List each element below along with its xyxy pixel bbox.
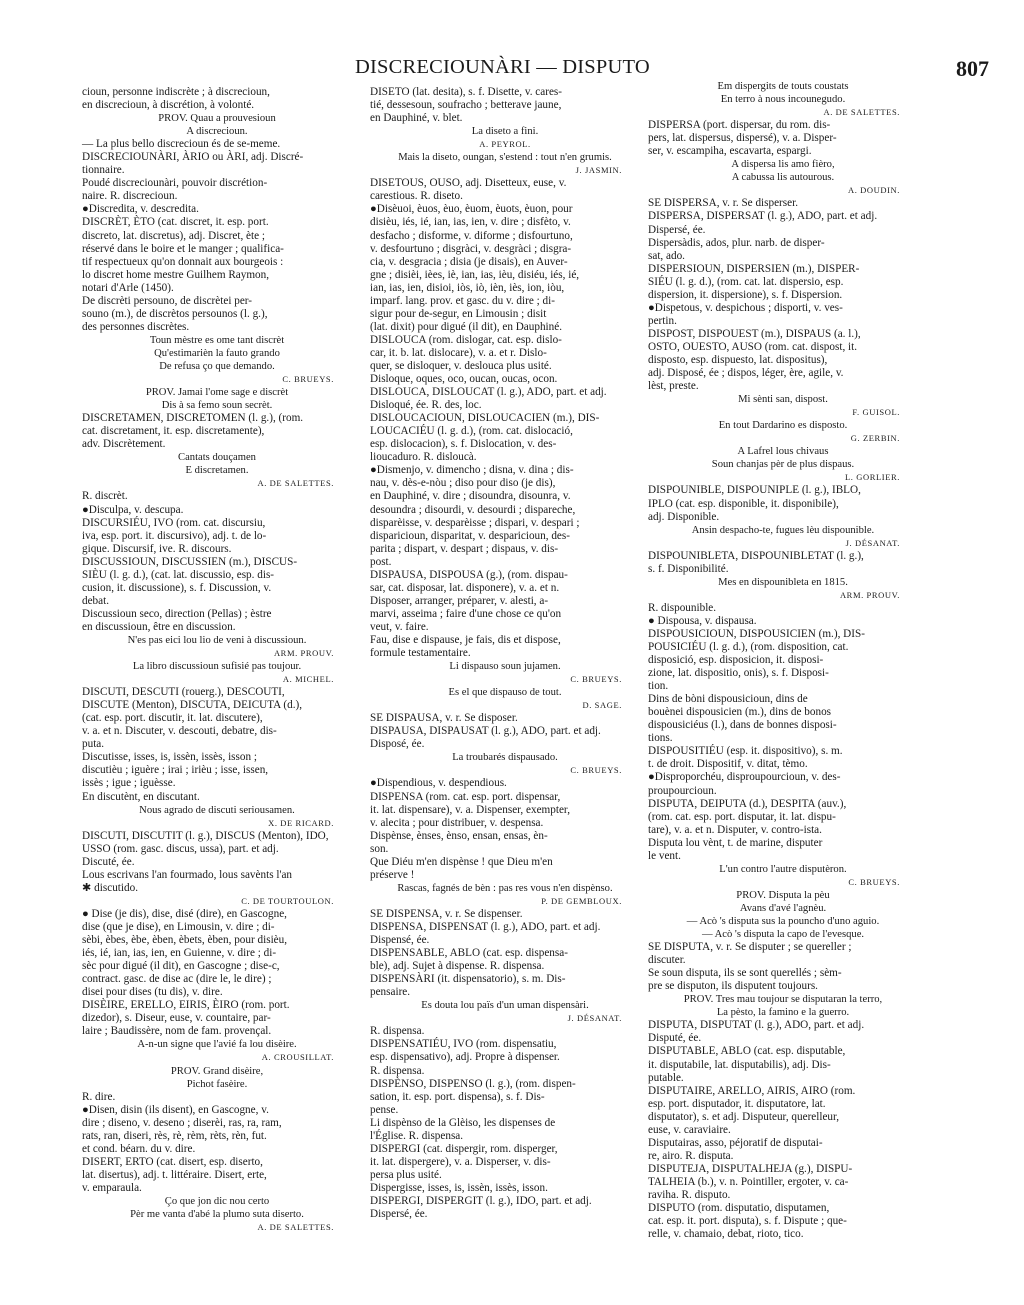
entry-line: ✱ discutido. bbox=[82, 881, 138, 894]
quotation-line: Mes en dispounibleta en 1815. bbox=[718, 576, 848, 588]
entry-line: imparf. lang. prov. et gasc. du v. dire ; di- bbox=[370, 294, 555, 307]
entry-line: relle, v. chamaio, debat, rioto, tico. bbox=[648, 1228, 804, 1241]
entry-line: gique. Discursif, ive. R. discours. bbox=[82, 542, 232, 555]
entry-line: LOUCACIÉU (l. g. d.), (rom. cat. dislocació, bbox=[370, 425, 573, 438]
entry-line: disposto, esp. dispuesto, lat. dispositus), bbox=[648, 353, 828, 366]
entry-line: tif respectueux qu'on donnait aux bourgeois : bbox=[82, 255, 284, 268]
quotation-line: Li dispauso soun jujamen. bbox=[449, 661, 561, 673]
entry-line: Discutisse, isses, is, issèn, issès, isson ; bbox=[82, 751, 257, 764]
entry-line: ●Discredita, v. descredita. bbox=[82, 203, 199, 216]
entry-line: R. discrèt. bbox=[82, 490, 128, 503]
entry-line: (lat. dixit) pour digué (il dit), en Dauphiné. bbox=[370, 320, 563, 333]
entry-line: dire ; diseno, v. deseno ; diserèi, ras, ra, ram, bbox=[82, 1116, 282, 1129]
entry-line: (cat. esp. port. discutir, it. lat. discutere), bbox=[82, 712, 263, 725]
citation-author: C. BRUEYS. bbox=[848, 876, 900, 887]
entry-line: R. dispensa. bbox=[370, 1025, 425, 1038]
page-number: 807 bbox=[956, 56, 989, 81]
entry-line: DISCRETAMEN, DISCRETOMEN (l. g.), (rom. bbox=[82, 412, 304, 425]
entry-line: lioucaduro. R. disloucà. bbox=[370, 451, 477, 464]
quotation-line: Pichot fasèire. bbox=[186, 1078, 248, 1090]
right-column bbox=[648, 80, 918, 1241]
entry-line: cioun, personne indiscrète ; à discrecioun, bbox=[82, 86, 270, 98]
citation-author: C. BRUEYS. bbox=[570, 674, 622, 685]
entry-line: esp. dispensativo), adj. Propre à dispenser. bbox=[370, 1051, 560, 1064]
entry-line: Disloque, oques, oco, oucan, oucas, ocon. bbox=[370, 373, 558, 386]
entry-line: DISPERSA, DISPERSAT (l. g.), ADO, part. et adj. bbox=[648, 210, 878, 223]
entry-line: desoundra ; disourdi, v. desourdi ; dispareche, bbox=[370, 503, 576, 516]
entry-line: OSTO, OUESTO, AUSO (rom. cat. dispost, it. bbox=[648, 340, 858, 353]
quotation-line: Es el que dispauso de tout. bbox=[448, 687, 562, 699]
entry-line: DISLOUCA, DISLOUCAT (l. g.), ADO, part. et adj. bbox=[370, 386, 607, 399]
entry-line: DISCUTE (Menton), DISCUTA, DEICUTA (d.), bbox=[82, 699, 303, 712]
entry-line: tion. bbox=[648, 680, 669, 693]
entry-line: sation, it. esp. port. dispensa), s. f. Dis- bbox=[370, 1090, 545, 1103]
entry-line: DISCRÈT, ÈTO (cat. discret, it. esp. port. bbox=[82, 216, 269, 229]
entry-line: sigur pour de-segur, en Limousin ; disit bbox=[370, 307, 547, 320]
citation-author: X. DE RICARD. bbox=[268, 817, 334, 828]
citation-author: C. DE TOURTOULON. bbox=[241, 895, 334, 906]
entry-line: DISPAUSA, DISPOUSA (g.), (rom. dispau- bbox=[370, 568, 568, 581]
quotation-line: PROV. Disputa la pèu bbox=[736, 889, 830, 901]
entry-line: ble), adj. Sujet à dispense. R. dispensa. bbox=[370, 960, 545, 973]
entry-line: souno (m.), de discrètos persounos (l. g.), bbox=[82, 307, 268, 320]
entry-line: adj. Disposé, ée ; dispos, léger, ère, agile, v. bbox=[648, 367, 844, 380]
entry-line: R. dispensa. bbox=[370, 1064, 425, 1077]
quotation-line: Toun mèstre es ome tant discrèt bbox=[149, 334, 285, 346]
entry-line: DISCUTI, DISCUTIT (l. g.), DISCUS (Menton), IDO, bbox=[82, 829, 329, 842]
entry-line: pense. bbox=[370, 1103, 399, 1116]
entry-line: préserve ! bbox=[370, 868, 415, 881]
entry-line: IPLO (cat. esp. disponible, it. disponibile), bbox=[648, 497, 839, 510]
entry-line: SIÉU (l. g. d.), (rom. cat. lat. dispersio, esp. bbox=[648, 275, 844, 288]
entry-line: en Dauphiné, v. blet. bbox=[370, 112, 463, 125]
entry-line: tare), v. a. et n. Disputer, v. contro-ista. bbox=[648, 823, 822, 836]
entry-line: Dispergisse, isses, is, issèn, issès, isson. bbox=[370, 1181, 548, 1194]
entry-line: lat. disertus), adj. t. littéraire. Disert, erte, bbox=[82, 1168, 267, 1181]
entry-line: sat, ado. bbox=[648, 249, 685, 262]
entry-line: DISPUTA, DEIPUTA (d.), DESPITA (auv.), bbox=[648, 797, 847, 810]
entry-line: dise (que je dise), en Limousin, v. dire ; di- bbox=[82, 921, 275, 933]
entry-line: ●Disculpa, v. descupa. bbox=[82, 503, 184, 516]
entry-line: zione, lat. dispositio, onis), s. f. Disposi- bbox=[648, 667, 829, 680]
entry-line: DISPENSA, DISPENSAT (l. g.), ADO, part. et adj. bbox=[370, 921, 601, 933]
entry-line: DISPAUSA, DISPAUSAT (l. g.), ADO, part. et adj. bbox=[370, 725, 601, 738]
running-title: DISCRECIOUNÀRI — DISPUTO bbox=[355, 56, 650, 78]
entry-line: debat. bbox=[82, 594, 110, 607]
entry-line: post. bbox=[370, 555, 392, 568]
entry-line: iés, ié, ian, ias, ien, en Guienne, v. dire ; di- bbox=[82, 947, 277, 960]
entry-line: et cond. béarn. du v. dire. bbox=[82, 1142, 196, 1155]
entry-line: DISLOUCA (rom. dislogar, cat. esp. dislo- bbox=[370, 333, 562, 346]
entry-line: tions. bbox=[648, 732, 673, 745]
quotation-line: En terro à nous incounegudo. bbox=[720, 94, 846, 106]
entry-line: quer, se disloquer, v. deslouca plus usité. bbox=[370, 359, 552, 372]
entry-line: des personnes discrètes. bbox=[82, 320, 190, 333]
entry-line: iva, esp. port. it. discursivo), adj. t. de lo- bbox=[82, 529, 267, 542]
entry-line: Dispersé, ée. bbox=[370, 1208, 428, 1221]
quotation-line: E discretamen. bbox=[185, 465, 249, 477]
entry-line: adj. Disponible. bbox=[648, 510, 720, 523]
entry-line: DISPOST, DISPOUEST (m.), DISPAUS (a. l.), bbox=[648, 327, 861, 340]
entry-line: TALHEIA (b.), v. n. Pointiller, ergoter, v. ca- bbox=[648, 1175, 849, 1188]
quotation-line: PROV. Grand disèire, bbox=[170, 1065, 264, 1077]
entry-line: sèbi, èbes, èbe, èben, èbets, èben, pour disièu, bbox=[82, 934, 288, 947]
citation-author: C. BRUEYS. bbox=[282, 374, 334, 385]
entry-line: naire. R. discrecioun. bbox=[82, 190, 178, 203]
entry-line: USSO (rom. gasc. discus, ussa), part. et adj. bbox=[82, 842, 279, 855]
entry-line: lèst, preste. bbox=[648, 380, 699, 393]
quotation-line: Avans d'avé l'agnèu. bbox=[739, 902, 827, 914]
citation-author: C. BRUEYS. bbox=[570, 765, 622, 776]
entry-line: tionnaire. bbox=[82, 164, 125, 177]
entry-line: SE DISPUTA, v. r. Se disputer ; se quereller ; bbox=[648, 941, 852, 954]
entry-line: pre se disputon, ils disputent toujours. bbox=[648, 980, 818, 993]
entry-line: DISPUTEJA, DISPUTALHEJA (g.), DISPU- bbox=[648, 1162, 853, 1175]
entry-line: disposició, esp. disposicion, it. disposi- bbox=[648, 654, 824, 667]
entry-line: marvi, asseima ; faire d'une chose ce qu'on bbox=[370, 607, 562, 620]
citation-author: ARM. PROUV. bbox=[273, 648, 334, 659]
entry-line: son. bbox=[370, 842, 389, 855]
entry-line: DISPENSATIÉU, IVO (rom. dispensatiu, bbox=[370, 1038, 557, 1051]
citation-author: A. DOUDIN. bbox=[847, 185, 900, 196]
entry-line: l'Église. R. dispensa. bbox=[370, 1129, 464, 1142]
quotation-line: Mi sènti san, dispost. bbox=[738, 394, 828, 406]
quotation-line: Ço que jon dic nou certo bbox=[164, 1195, 270, 1207]
entry-line: puta. bbox=[82, 738, 105, 751]
entry-line: Discussioun seco, direction (Pellas) ; èstre bbox=[82, 607, 272, 620]
entry-line: putable. bbox=[648, 1071, 684, 1084]
entry-line: contract. gasc. de dise ac (dire le, le dire) ; bbox=[82, 973, 272, 986]
entry-line: parita ; dispart, v. despart ; dispaus, v. dis- bbox=[370, 542, 559, 555]
quotation-line: A cabussa lis autourous. bbox=[731, 172, 835, 184]
entry-line: ● Dise (je dis), dise, disé (dire), en Gascogne, bbox=[82, 907, 287, 920]
entry-line: discutièu ; iguère ; irai ; irièu ; isse, issen, bbox=[82, 764, 269, 777]
quotation-line: Ansin despacho-te, fugues lèu dispounible. bbox=[691, 524, 875, 536]
entry-line: disparèisse, v. desparèisse ; dispari, v. despari ; bbox=[370, 516, 580, 529]
entry-line: Disputairas, asso, péjoratif de disputai- bbox=[648, 1136, 823, 1149]
entry-line: en discrecioun, à discrétion, à volonté. bbox=[82, 99, 255, 112]
quotation-line: N'es pas eici lou lio de veni à discussioun. bbox=[127, 634, 307, 646]
entry-line: Disloqué, ée. R. des, loc. bbox=[370, 399, 482, 412]
citation-author: F. GUISOL. bbox=[852, 407, 900, 418]
quotation-line: PROV. Jamai l'ome sage e discrèt bbox=[145, 387, 289, 399]
citation-author: J. DÉSANAT. bbox=[845, 537, 900, 548]
quotation-line: La troubarés dispausado. bbox=[452, 752, 558, 764]
entry-line: re, airo. R. disputa. bbox=[648, 1149, 734, 1162]
quotation-line: Rascas, fagnés de bèn : pas res vous n'en dispènso. bbox=[397, 882, 613, 894]
entry-line: DISERT, ERTO (cat. disert, esp. diserto, bbox=[82, 1155, 263, 1168]
entry-line: dispersion, it. dispersione), s. f. Dispersion. bbox=[648, 288, 843, 301]
citation-author: J. DÉSANAT. bbox=[567, 1013, 622, 1024]
entry-line: pensaire. bbox=[370, 986, 411, 999]
entry-line: euse, v. caraviaire. bbox=[648, 1123, 731, 1136]
entry-line: DISPERSIOUN, DISPERSIEN (m.), DISPER- bbox=[648, 262, 860, 275]
left-column bbox=[82, 86, 352, 1233]
entry-line: SE DISPENSA, v. r. Se dispenser. bbox=[370, 907, 523, 920]
entry-line: Disputa lou vènt, t. de marine, disputer bbox=[648, 836, 823, 849]
entry-line: tié, dessesoun, soufracho ; betterave jaune, bbox=[370, 99, 562, 112]
entry-line: DISETOUS, OUSO, adj. Disetteux, euse, v. bbox=[370, 177, 567, 190]
entry-line: Disposé, ée. bbox=[370, 738, 425, 751]
entry-line: Lous escrivans l'an fourmado, lous savènts l'an bbox=[82, 868, 293, 881]
entry-line: DISPÈNSO, DISPENSO (l. g.), (rom. dispen- bbox=[370, 1077, 576, 1090]
quotation-line: Es douta lou païs d'un uman dispensàri. bbox=[421, 1000, 589, 1012]
entry-line: dizedor), s. Diseur, euse, v. countaire, par- bbox=[82, 1012, 271, 1025]
entry-line: veut, v. faire. bbox=[370, 620, 429, 633]
citation-author: P. DE GEMBLOUX. bbox=[541, 895, 622, 906]
quotation-line: La diseto a fini. bbox=[471, 126, 539, 138]
entry-line: esp. dislocacion), s. f. Dislocation, v. des- bbox=[370, 438, 557, 451]
citation-author: A. DE SALETTES. bbox=[823, 107, 900, 118]
quotation-line: Soun chanjas pèr de plus dispaus. bbox=[711, 459, 855, 471]
entry-line: DISPENSABLE, ABLO (cat. esp. dispensa- bbox=[370, 947, 568, 960]
entry-line: adv. Discrètement. bbox=[82, 438, 166, 451]
entry-line: disièu, iés, ié, ian, ias, ien, v. dire ; disfèto, v. bbox=[370, 216, 571, 229]
entry-line: v. a. et n. Discuter, v. descouti, debatre, dis- bbox=[82, 725, 277, 738]
citation-author: A. PEYROL. bbox=[479, 139, 531, 150]
quotation-line: En tout Dardarino es disposto. bbox=[718, 420, 848, 432]
entry-line: ● Dispousa, v. dispausa. bbox=[648, 614, 757, 627]
quotation-line: Qu'estimarièn la fauto grando bbox=[154, 347, 280, 359]
entry-line: SIÈU (l. g. d.), (cat. lat. discussio, esp. dis- bbox=[82, 568, 275, 581]
entry-line: pers, lat. dispersus, dispersé), v. a. Disper- bbox=[648, 132, 837, 145]
entry-line: ●Disèuoi, èuos, èuo, èuom, èuots, èuon, pour bbox=[370, 203, 573, 216]
quotation-line: Nous agrado de discuti seriousamen. bbox=[139, 804, 295, 816]
entry-line: Li dispènso de la Glèiso, les dispenses de bbox=[370, 1116, 556, 1129]
citation-author: A. DE SALETTES. bbox=[257, 478, 334, 489]
entry-line: DISCURSIÉU, IVO (rom. cat. discursiu, bbox=[82, 516, 266, 529]
entry-line: Discuté, ée. bbox=[82, 855, 135, 868]
entry-line: ●Disproporchéu, disproupourcioun, v. des- bbox=[648, 771, 841, 784]
entry-line: DISPUTABLE, ABLO (cat. esp. disputable, bbox=[648, 1045, 846, 1058]
entry-line: DISCUTI, DESCUTI (rouerg.), DESCOUTI, bbox=[82, 686, 285, 699]
entry-line: t. de droit. Dispositif, v. ditat, tèmo. bbox=[648, 758, 808, 771]
entry-line: disparicioun, disparitat, v. desparicioun, des- bbox=[370, 529, 570, 542]
citation-author: D. SAGE. bbox=[582, 700, 622, 711]
entry-line: car, it. b. lat. dislocare), v. a. et r. Dislo- bbox=[370, 346, 547, 359]
entry-line: dispousiciéus (l.), dans de bonnes disposi- bbox=[648, 719, 837, 732]
entry-line: cat. esp. it. port. disputa), s. f. Dispute ; que- bbox=[648, 1215, 847, 1228]
entry-line: proupourcioun. bbox=[648, 784, 717, 797]
entry-line: Dispersàdis, ados, plur. narb. de disper- bbox=[648, 236, 825, 249]
entry-line: Dins de bòni dispousicioun, dins de bbox=[648, 693, 808, 706]
citation-author: G. ZERBIN. bbox=[850, 433, 900, 444]
entry-line: DISPOUNIBLE, DISPOUNIPLE (l. g.), IBLO, bbox=[648, 484, 861, 497]
quotation-line: L'un contro l'autre disputèron. bbox=[719, 863, 847, 875]
entry-line: pertin. bbox=[648, 314, 677, 327]
entry-line: DISCUSSIOUN, DISCUSSIEN (m.), DISCUS- bbox=[82, 555, 298, 568]
entry-line: lo discret home mestre Guilhem Raymon, bbox=[82, 268, 270, 281]
entry-line: v. alecita ; pour distribuer, v. despensa. bbox=[370, 816, 544, 829]
entry-line: esp. port. disputador, it. disputatore, lat. bbox=[648, 1097, 826, 1110]
quotation-line: A-n-un signe que l'avié fa lou disèire. bbox=[137, 1039, 297, 1051]
entry-line: laire ; Baudissère, nom de fam. provençal. bbox=[82, 1025, 272, 1038]
quotation-line: PROV. Tres mau toujour se disputaran la terro, bbox=[683, 994, 883, 1006]
quotation-line: Dis à sa femo soun secrèt. bbox=[161, 400, 273, 412]
entry-line: ian, ias, ien, disioi, iòs, iò, ièn, iès, ion, iòu, bbox=[370, 281, 565, 294]
citation-author: A. DE SALETTES. bbox=[257, 1222, 334, 1233]
quotation-line: Cantats douçamen bbox=[178, 452, 256, 464]
entry-line: raviha. R. disputo. bbox=[648, 1188, 731, 1201]
entry-line: desfacho ; disforme, v. diforme ; disfourtuno, bbox=[370, 229, 573, 242]
entry-line: en discussioun, être en discussion. bbox=[82, 620, 236, 633]
entry-line: cia, v. desgracia ; disia (je disais), en Auver- bbox=[370, 255, 568, 268]
entry-line: en Dauphiné, v. dire ; disoundra, disounra, v. bbox=[370, 490, 571, 503]
entry-line: DISPERGI (cat. dispergir, rom. disperger, bbox=[370, 1142, 558, 1155]
entry-line: R. dispounible. bbox=[648, 601, 717, 614]
entry-line: En discutènt, en discutant. bbox=[82, 790, 200, 803]
citation-author: J. JASMIN. bbox=[575, 165, 622, 176]
entry-line: DISPUTO (rom. disputatio, disputamen, bbox=[648, 1202, 830, 1215]
entry-line: réservé dans le boire et le manger ; qualifica- bbox=[82, 242, 284, 255]
entry-line: SE DISPERSA, v. r. Se disperser. bbox=[648, 197, 799, 210]
entry-line: sar, cat. disposar, lat. disponere), v. a. et n. bbox=[370, 581, 560, 594]
entry-line: — La plus bello discrecioun és de se-meme. bbox=[82, 138, 281, 151]
entry-line: DISÈIRE, ERELLO, EIRIS, ÈIRO (rom. port. bbox=[82, 999, 290, 1012]
entry-line: Se soun disputa, ils se sont querellés ; sèm- bbox=[648, 967, 842, 980]
entry-line: ser, v. escampiha, escavarta, espargi. bbox=[648, 145, 812, 158]
entry-line: ●Dismenjo, v. dimencho ; disna, v. dina ; dis- bbox=[370, 464, 574, 477]
entry-line: Dispensé, ée. bbox=[370, 934, 430, 947]
entry-line: POUSICIÉU (l. g. d.), (rom. disposition, cat. bbox=[648, 641, 849, 654]
quotation-line: Mais la diseto, oungan, s'estend : tout n'en grumis. bbox=[398, 152, 612, 164]
entry-line: Fau, dise e dispause, je fais, dis et dispose, bbox=[370, 633, 561, 646]
quotation-line: Em dispergits de touts coustats bbox=[717, 81, 849, 92]
entry-line: DISPUTAIRE, ARELLO, AIRIS, AIRO (rom. bbox=[648, 1084, 856, 1097]
quotation-line: PROV. Quau a prouvesioun bbox=[158, 113, 276, 125]
middle-column bbox=[370, 86, 640, 1221]
entry-line: notari d'Arle (1450). bbox=[82, 281, 174, 294]
entry-line: Disposer, arranger, préparer, v. alesti, a- bbox=[370, 594, 549, 607]
entry-line: DISETO (lat. desita), s. f. Disette, v. cares- bbox=[370, 86, 562, 98]
entry-line: SE DISPAUSA, v. r. Se disposer. bbox=[370, 712, 518, 725]
entry-line: v. desfourtuno ; disgràci, v. desgràci ; disgra- bbox=[370, 242, 572, 255]
entry-line: DISPOUNIBLETA, DISPOUNIBLETAT (l. g.), bbox=[648, 549, 864, 562]
entry-line: le vent. bbox=[648, 849, 681, 862]
citation-author: L. GORLIER. bbox=[845, 472, 900, 483]
entry-line: bouènei dispousicien (m.), dins de bonos bbox=[648, 706, 832, 719]
quotation-line: A dispersa lis amo fièro, bbox=[731, 159, 835, 171]
entry-line: Que Diéu m'en dispènse ! que Dieu m'en bbox=[370, 855, 553, 868]
entry-line: DISPERGI, DISPERGIT (l. g.), IDO, part. et adj. bbox=[370, 1194, 592, 1207]
entry-line: cusion, it. discussione), s. f. Discussion, v. bbox=[82, 581, 272, 594]
entry-line: rats, ran, diseri, rès, rè, rèm, rèts, rèn, fut. bbox=[82, 1129, 267, 1142]
entry-line: DISPOUSITIÉU (esp. it. dispositivo), s. m. bbox=[648, 745, 843, 758]
quotation-line: A discrecioun. bbox=[186, 126, 248, 138]
entry-line: discuter. bbox=[648, 954, 686, 967]
entry-line: sèc pour digué (il dit), en Gascogne ; dise-c, bbox=[82, 960, 280, 973]
quotation-line: — Acò 's disputa sus la pouncho d'uno aguio. bbox=[686, 916, 880, 927]
citation-author: A. CROUSILLAT. bbox=[261, 1052, 334, 1063]
entry-line: Disputé, ée. bbox=[648, 1032, 702, 1045]
citation-author: ARM. PROUV. bbox=[839, 589, 900, 600]
entry-line: formule testamentaire. bbox=[370, 647, 471, 660]
entry-line: discreto, lat. discretus), adj. Discret, ète ; bbox=[82, 229, 265, 242]
entry-line: carestious. R. diseto. bbox=[370, 190, 463, 203]
entry-line: DISPOUSICIOUN, DISPOUSICIEN (m.), DIS- bbox=[648, 627, 865, 640]
entry-line: R. dire. bbox=[82, 1090, 116, 1103]
entry-line: ●Dispetous, v. despichous ; disporti, v. ves- bbox=[648, 301, 843, 314]
citation-author: A. MICHEL. bbox=[282, 674, 334, 685]
entry-line: Poudé discreciounàri, pouvoir discrétion- bbox=[82, 177, 268, 190]
entry-line: (rom. cat. esp. port. disputar, it. lat. dispu- bbox=[648, 810, 836, 823]
entry-line: disputator), s. et adj. Disputeur, querelleur, bbox=[648, 1110, 840, 1123]
entry-line: it. lat. dispergere), v. a. Disperser, v. dis- bbox=[370, 1155, 551, 1168]
entry-line: cat. discretament, it. esp. discretamente), bbox=[82, 425, 265, 438]
entry-line: ●Dispendious, v. despendious. bbox=[370, 777, 507, 790]
quotation-line: La libro discussioun sufisié pas toujour. bbox=[132, 661, 302, 673]
quotation-line: Pèr me vanta d'abé la plumo suta diserto. bbox=[130, 1209, 304, 1221]
entry-line: s. f. Disponibilité. bbox=[648, 562, 729, 575]
entry-line: persa plus usité. bbox=[370, 1168, 442, 1181]
entry-line: gne ; disièi, ièes, iè, ian, ias, ièu, disiéu, iés, ié, bbox=[370, 268, 580, 281]
entry-line: DISLOUCACIOUN, DISLOUCACIEN (m.), DIS- bbox=[370, 412, 600, 425]
quotation-line: De refusa ço que demando. bbox=[159, 360, 275, 372]
entry-line: v. emparaula. bbox=[82, 1181, 142, 1194]
entry-line: DISCRECIOUNÀRI, ÀRIO ou ÀRI, adj. Discré- bbox=[82, 151, 304, 164]
entry-line: disei pour dises (tu dis), v. dire. bbox=[82, 986, 223, 999]
entry-line: it. lat. dispensare), v. a. Dispenser, exempter, bbox=[370, 803, 570, 816]
entry-line: issès ; igue ; iguèsse. bbox=[82, 777, 176, 790]
entry-line: DISPERSA (port. dispersar, du rom. dis- bbox=[648, 119, 831, 132]
quotation-line: La pèsto, la famino e la guerro. bbox=[716, 1007, 850, 1019]
entry-line: nau, v. dès-e-nòu ; diso pour diso (je dis), bbox=[370, 477, 556, 490]
quotation-line: A Lafrel lous chivaus bbox=[737, 446, 829, 458]
entry-line: it. disputabile, lat. disputabilis), adj. Dis- bbox=[648, 1058, 831, 1071]
entry-line: ●Disen, disin (ils disent), en Gascogne, v. bbox=[82, 1103, 269, 1116]
entry-line: De discrèti persouno, de discrètei per- bbox=[82, 294, 253, 307]
entry-line: DISPENSÀRI (it. dispensatorio), s. m. Dis- bbox=[370, 973, 566, 986]
entry-line: DISPUTA, DISPUTAT (l. g.), ADO, part. et adj. bbox=[648, 1019, 865, 1032]
quotation-line: — Acò 's disputa la capo de l'evesque. bbox=[701, 929, 865, 941]
entry-line: Dispènse, ènses, ènso, ensan, ensas, èn- bbox=[370, 829, 548, 842]
page-header bbox=[0, 52, 1024, 82]
entry-line: Dispersé, ée. bbox=[648, 223, 706, 236]
entry-line: DISPENSA (rom. cat. esp. port. dispensar, bbox=[370, 790, 561, 803]
